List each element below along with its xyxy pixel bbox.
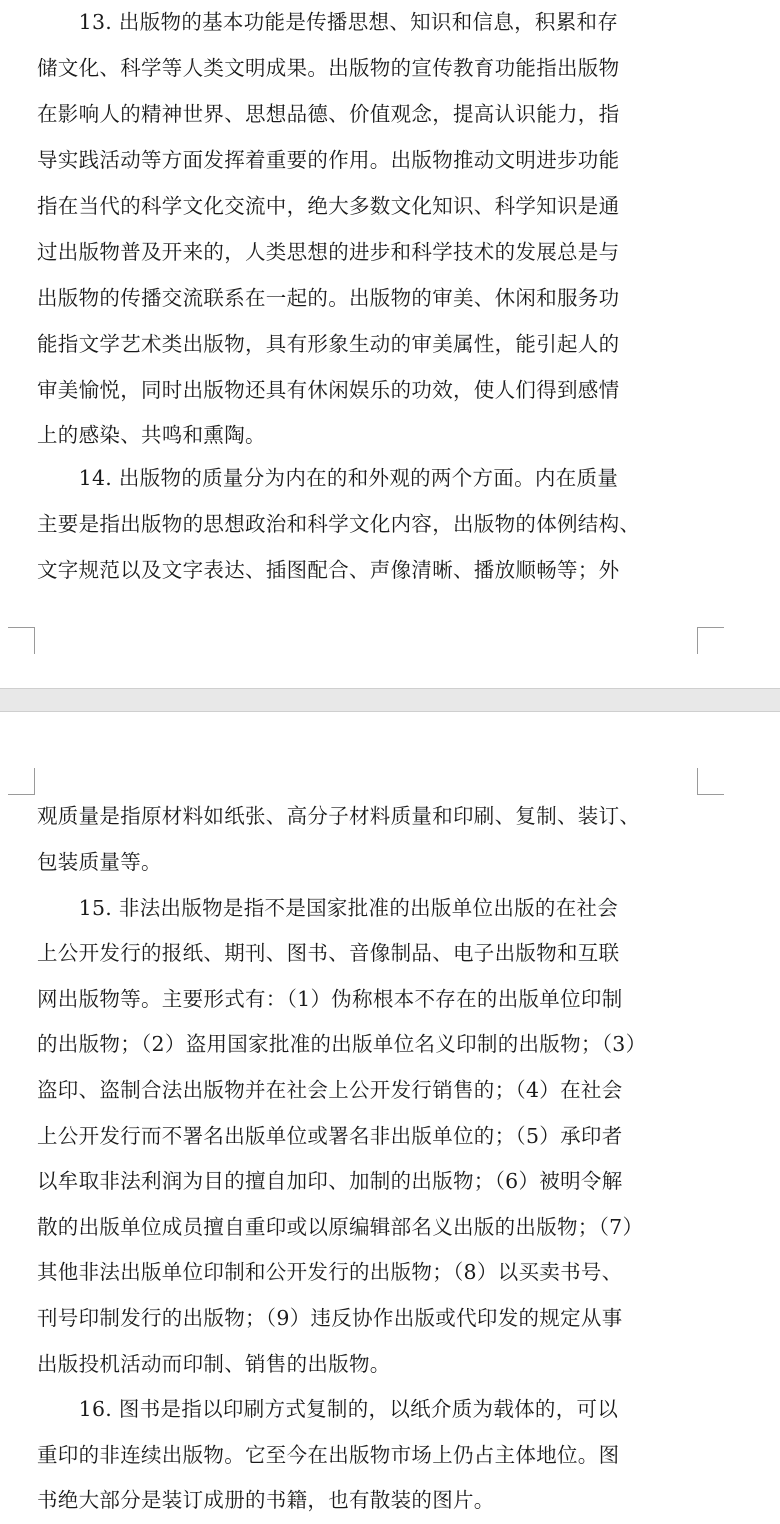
text-line: 在影响人的精神世界、思想品德、价值观念，提高认识能力，指 xyxy=(37,102,620,126)
document-page-2 xyxy=(0,712,780,1524)
text-line: 观质量是指原材料如纸张、高分子材料质量和印刷、复制、装订、 xyxy=(37,804,641,828)
text-line: 其他非法出版单位印制和公开发行的出版物；（8）以买卖书号、 xyxy=(37,1260,623,1284)
text-line: 主要是指出版物的思想政治和科学文化内容，出版物的体例结构、 xyxy=(37,512,641,536)
text-line: 出版投机活动而印制、销售的出版物。 xyxy=(37,1352,391,1376)
page-corner-mark xyxy=(8,768,35,795)
page-corner-mark xyxy=(8,627,35,654)
page-corner-mark xyxy=(697,768,724,795)
text-line: 包装质量等。 xyxy=(37,850,162,874)
text-line: 指在当代的科学文化交流中，绝大多数文化知识、科学知识是通 xyxy=(37,194,620,218)
text-line: 散的出版单位成员擅自重印或以原编辑部名义出版的出版物；（7） xyxy=(37,1215,644,1239)
text-line: 盗印、盗制合法出版物并在社会上公开发行销售的；（4）在社会 xyxy=(37,1078,623,1102)
text-line: 刊号印制发行的出版物；（9）违反协作出版或代印发的规定从事 xyxy=(37,1306,623,1330)
text-line: 储文化、科学等人类文明成果。出版物的宣传教育功能指出版物 xyxy=(37,56,620,80)
text-line: 上公开发行的报纸、期刊、图书、音像制品、电子出版物和互联 xyxy=(37,941,620,965)
text-line: 13. 出版物的基本功能是传播思想、知识和信息，积累和存 xyxy=(37,10,619,34)
page-break-gap xyxy=(0,688,780,712)
text-line: 上公开发行而不署名出版单位或署名非出版单位的；（5）承印者 xyxy=(37,1124,623,1148)
text-line: 文字规范以及文字表达、插图配合、声像清晰、播放顺畅等；外 xyxy=(37,558,620,582)
text-line: 16. 图书是指以印刷方式复制的，以纸介质为载体的，可以 xyxy=(37,1397,619,1421)
text-line: 书绝大部分是装订成册的书籍，也有散装的图片。 xyxy=(37,1488,495,1512)
text-line: 重印的非连续出版物。它至今在出版物市场上仍占主体地位。图 xyxy=(37,1443,620,1467)
text-line: 过出版物普及开来的，人类思想的进步和科学技术的发展总是与 xyxy=(37,240,620,264)
text-line: 导实践活动等方面发挥着重要的作用。出版物推动文明进步功能 xyxy=(37,148,620,172)
text-line: 出版物的传播交流联系在一起的。出版物的审美、休闲和服务功 xyxy=(37,286,620,310)
page-corner-mark xyxy=(697,627,724,654)
text-line: 以牟取非法利润为目的擅自加印、加制的出版物；（6）被明令解 xyxy=(37,1169,623,1193)
document-page-1 xyxy=(0,0,780,688)
text-line: 能指文学艺术类出版物，具有形象生动的审美属性，能引起人的 xyxy=(37,332,620,356)
text-line: 网出版物等。主要形式有：（1）伪称根本不存在的出版单位印制 xyxy=(37,987,623,1011)
text-line: 15. 非法出版物是指不是国家批准的出版单位出版的在社会 xyxy=(37,896,619,920)
text-line: 审美愉悦，同时出版物还具有休闲娱乐的功效，使人们得到感情 xyxy=(37,378,620,402)
text-line: 上的感染、共鸣和熏陶。 xyxy=(37,423,266,447)
text-line: 的出版物；（2）盗用国家批准的出版单位名义印制的出版物；（3） xyxy=(37,1032,647,1056)
text-line: 14. 出版物的质量分为内在的和外观的两个方面。内在质量 xyxy=(37,466,619,490)
